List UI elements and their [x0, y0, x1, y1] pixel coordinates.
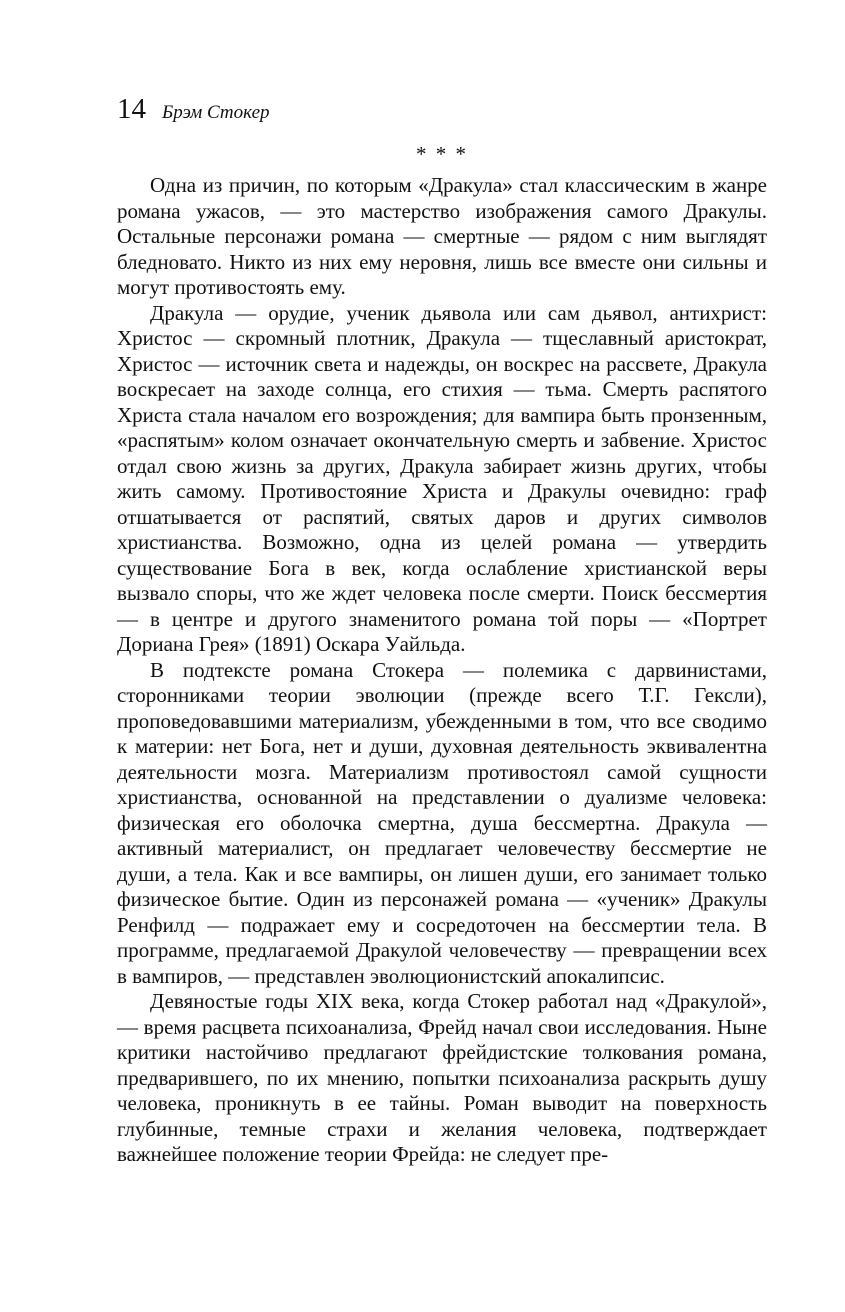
- running-header: [117, 92, 270, 126]
- paragraph: Одна из причин, по которым «Дракула» стал классическим в жанре романа ужасов, — это мастерство изображения самого Дракулы. Остальные персонажи романа — смертные — рядом с ним выглядят бледновато. Никто из них ему неровня, лишь все вместе они сильны и могут противостоять ему.: [117, 173, 767, 299]
- paragraph: Дракула — орудие, ученик дьявола или сам дьявол, антихрист: Христос — скромный плотник, Дракула — тщеславный аристократ, Христос — источник света и надежды, он воскрес на рассвете, Дракула воскресает на заходе солнца, его стихия — тьма. Смерть распятого Христа стала началом его возрождения; для вампира быть пронзенным, «распятым» колом означает окончательную смерть и забвение. Христос отдал свою жизнь за других, Дракула забирает жизнь других, чтобы жить самому. Противостояние Христа и Дракулы очевидно: граф отшатывается от распятий, святых даров и других символов христианства. Возможно, одна из целей романа — утвердить существование Бога в век, когда ослабление христианской веры вызвало споры, что же ждет человека после смерти. Поиск бессмертия — в центре и другого знаменитого романа той поры — «Портрет Дориана Грея» (1891) Оскара Уайльда.: [117, 300, 767, 656]
- paragraph: В подтексте романа Стокера — полемика с дарвинистами, сторонниками теории эволюции (прежде всего Т.Г. Гексли), проповедовавшими материализм, убежденными в том, что все сводимо к материи: нет Бога, нет и души, духовная деятельность эквивалентна деятельности мозга. Материализм противостоял самой сущности христианства, основанной на представлении о дуализме человека: физическая его оболочка смертна, душа бессмертна. Дракула — активный материалист, он предлагает человечеству бессмертие не души, а тела. Как и все вампиры, он лишен души, его занимает только физическое бытие. Один из персонажей романа — «ученик» Дракулы Ренфилд — подражает ему и сосредоточен на бессмертии тела. В программе, предлагаемой Дракулой человечеству — превращении всех в вампиров, — представлен эволюционистский апокалипсис.: [117, 657, 767, 988]
- body-text: [117, 173, 767, 1168]
- running-title: Брэм Стокер: [162, 102, 270, 123]
- section-break-asterisks: * * *: [416, 142, 468, 166]
- page-number: 14: [117, 93, 146, 125]
- paragraph: Девяностые годы XIX века, когда Стокер работал над «Дракулой», — время расцвета психоанализа, Фрейд начал свои исследования. Ныне критики настойчиво предлагают фрейдистские толкования романа, предварившего, по их мнению, попытки психоанализа раскрыть душу человека, проникнуть в ее тайны. Роман выводит на поверхность глубинные, темные страхи и желания человека, подтверждает важнейшее положение теории Фрейда: не следует пре-: [117, 989, 767, 1166]
